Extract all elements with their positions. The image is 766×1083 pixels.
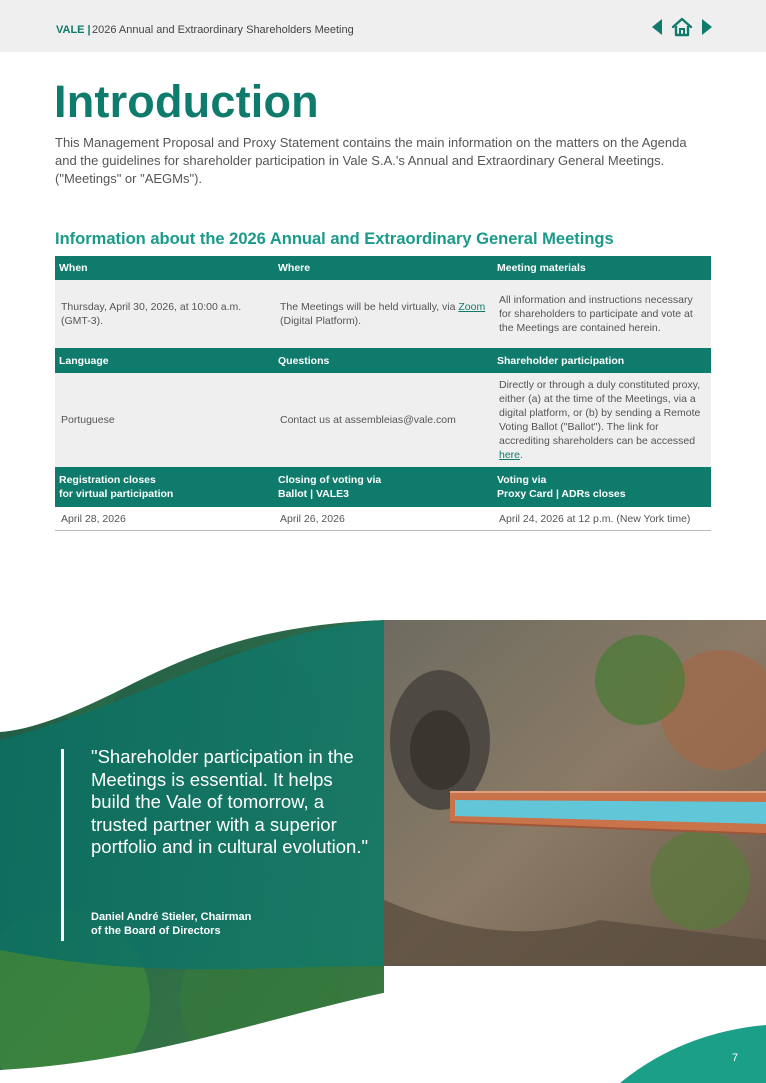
cell-proxy-card-closing: April 24, 2026 at 12 p.m. (New York time) (499, 512, 691, 525)
header-line: Proxy Card | ADRs closes (497, 488, 626, 500)
cell-ballot-closing: April 26, 2026 (280, 512, 345, 525)
header-line: Registration closes (59, 474, 156, 486)
header-line: Voting via (497, 474, 547, 486)
header-shareholder-participation: Shareholder participation (497, 354, 625, 367)
cell-language: Portuguese (61, 414, 115, 426)
where-text-suffix: (Digital Platform). (280, 315, 362, 327)
table-row (55, 373, 711, 467)
header-registration-closes (55, 467, 274, 507)
author-title: of the Board of Directors (91, 925, 221, 937)
header-where: Where (278, 262, 311, 274)
page-title: Introduction (54, 76, 319, 127)
previous-page-button[interactable] (650, 16, 664, 38)
header-proxy-card-closing (493, 467, 711, 507)
cell-where (274, 280, 493, 348)
home-button[interactable] (669, 16, 695, 38)
meeting-info-table (55, 256, 711, 531)
chevron-left-icon (652, 19, 662, 35)
section-heading: Information about the 2026 Annual and Extraordinary General Meetings (55, 230, 614, 248)
table-row (55, 507, 711, 531)
chairman-quote: "Shareholder participation in the Meetings is essential. It helps build the Vale of tomorrow, a trusted partner with a superior portfolio and in cultural evolution." (91, 746, 369, 857)
cell-registration-closes: April 28, 2026 (61, 512, 126, 525)
cell-shareholder-participation (493, 373, 711, 467)
header-language: Language (59, 354, 109, 367)
header-meeting-materials: Meeting materials (497, 262, 586, 274)
cell-when: Thursday, April 30, 2026, at 10:00 a.m. (GMT-3). (61, 301, 242, 327)
quote-bar (61, 749, 64, 941)
brand-name: VALE (56, 24, 85, 36)
cell-meeting-materials: All information and instructions necessary for shareholders to participate and vote at the Meetings are contained herein. (499, 294, 693, 334)
header-ballot-closing (274, 467, 493, 507)
brand-label (56, 24, 94, 36)
header-line: Closing of voting via (278, 474, 382, 486)
where-text: The Meetings will be held virtually, via (280, 301, 459, 313)
header-line: Ballot | VALE3 (278, 488, 350, 500)
brand-separator: | (87, 24, 91, 36)
home-icon (671, 17, 693, 37)
participation-text: Directly or through a duly constituted proxy, either (a) at the time of the Meetings, via a digital platform, or (b) by sending a Remote Voting Ballot ("Ballot"). The link for accrediting shareholders can be accessed (499, 379, 701, 447)
table-header-row (55, 348, 711, 373)
header-line: for virtual participation (59, 488, 174, 500)
next-page-button[interactable] (700, 16, 714, 38)
intro-paragraph: This Management Proposal and Proxy Statement contains the main information on the matters on the Agenda and the guidelines for shareholder participation in Vale S.A.'s Annual and Extraordinary General Meetings. ("Meetings" or "AEGMs"). (55, 135, 687, 186)
cell-questions: Contact us at assembleias@vale.com (280, 414, 456, 426)
table-row (55, 280, 711, 348)
table-header-row (55, 256, 711, 280)
zoom-link[interactable]: Zoom (458, 301, 486, 313)
quote-author (91, 910, 291, 938)
chevron-right-icon (702, 19, 712, 35)
author-name: Daniel André Stieler, Chairman (91, 911, 252, 923)
header-bar (0, 0, 766, 52)
accreditation-link[interactable]: here (499, 449, 521, 461)
header-questions: Questions (278, 354, 330, 367)
header-when: When (59, 262, 88, 274)
document-subtitle: 2026 Annual and Extraordinary Shareholders Meeting (92, 24, 354, 36)
participation-text-suffix: . (520, 449, 523, 461)
page-number: 7 (732, 1052, 739, 1064)
table-header-row (55, 467, 711, 507)
